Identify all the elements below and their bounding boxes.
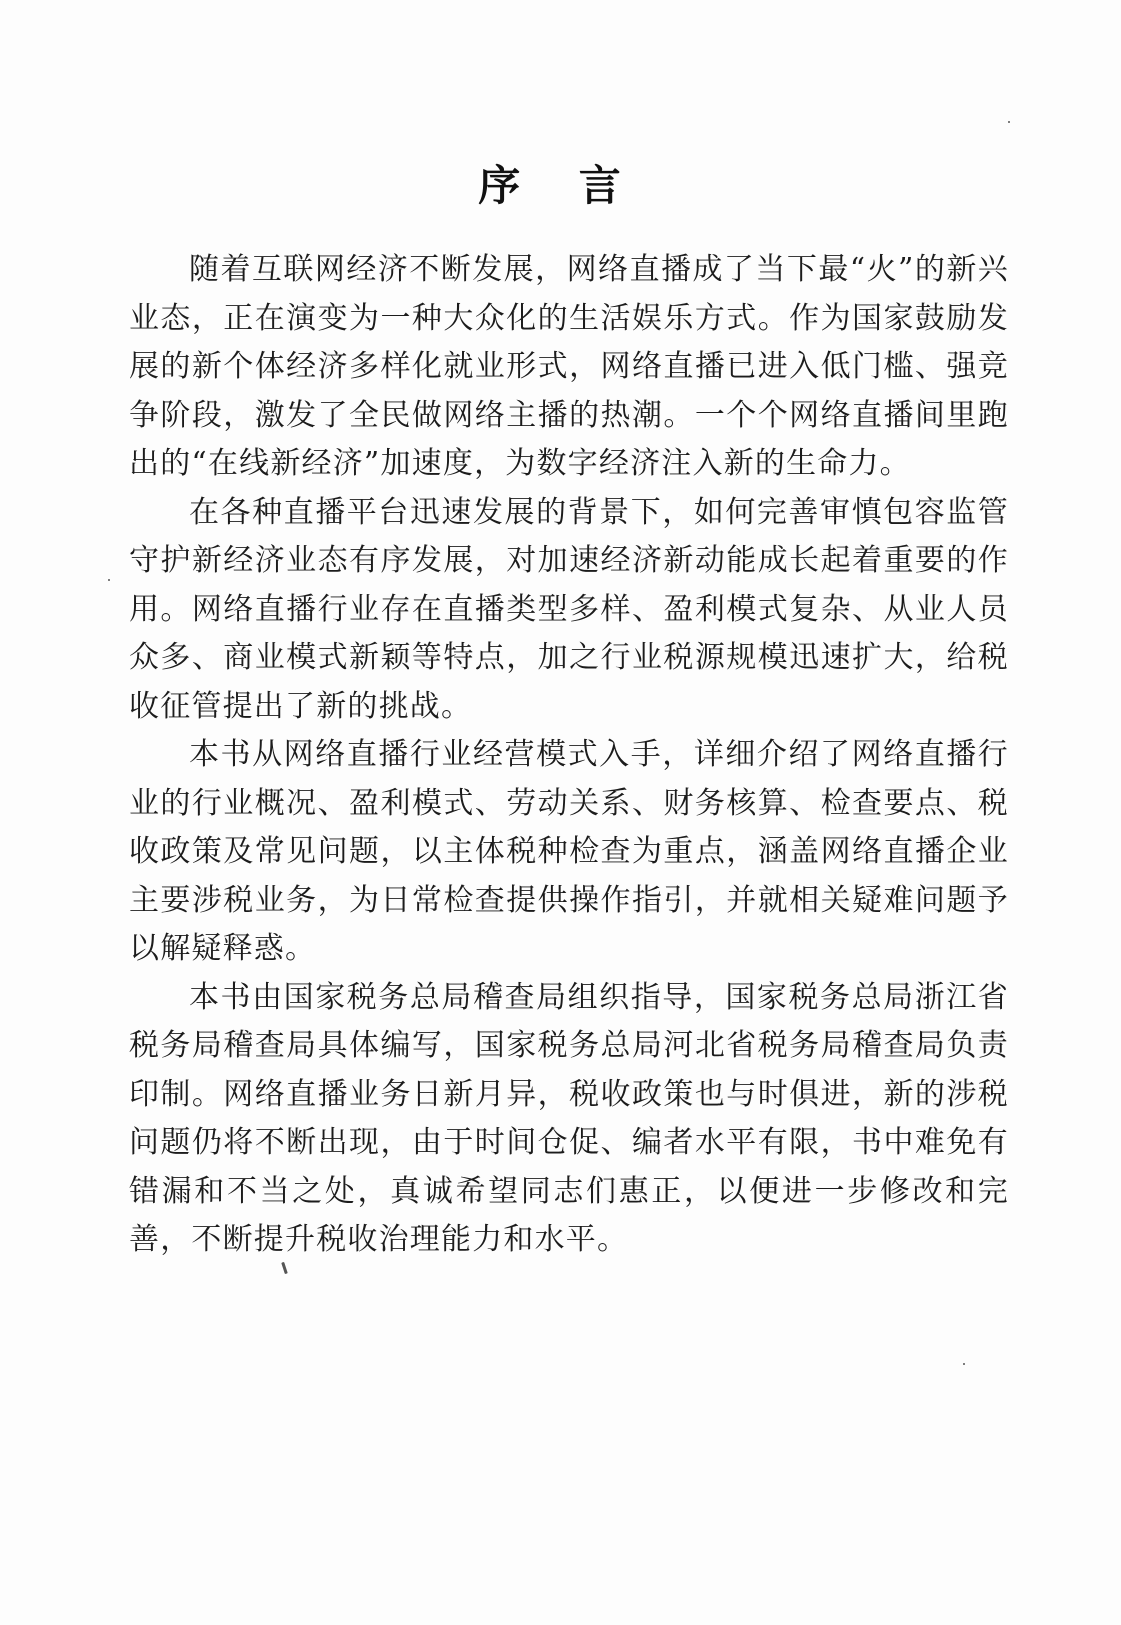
- paragraph-2: 在各种直播平台迅速发展的背景下，如何完善审慎包容监管守护新经济业态有序发展，对加速经济新动能成长起着重要的作用。网络直播行业存在直播类型多样、盈利模式复杂、从业人员众多、商业模式新颖等特点，加之行业税源规模迅速扩大，给税收征管提出了新的挑战。: [129, 494, 1009, 724]
- preface-body: [129, 246, 1009, 1265]
- scan-speck: [963, 1363, 965, 1365]
- paragraph-3: 本书从网络直播行业经营模式入手，详细介绍了网络直播行业的行业概况、盈利模式、劳动关系、财务核算、检查要点、税收政策及常见问题，以主体税种检查为重点，涵盖网络直播企业主要涉税业务，为日常检查提供操作指引，并就相关疑难问题予以解疑释惑。: [129, 737, 1009, 966]
- paragraph-1: 随着互联网经济不断发展，网络直播成了当下最“火”的新兴业态，正在演变为一种大众化的生活娱乐方式。作为国家鼓励发展的新个体经济多样化就业形式，网络直播已进入低门槛、强竞争阶段，激发了全民做网络主播的热潮。一个个网络直播间里跑出的“在线新经济”加速度，为数字经济注入新的生命力。: [129, 252, 1009, 481]
- scan-speck: [1008, 121, 1010, 123]
- page-title: 序 言: [478, 161, 643, 210]
- paragraph-4: 本书由国家税务总局稽查局组织指导，国家税务总局浙江省税务局稽查局具体编写，国家税务总局河北省税务局稽查局负责印制。网络直播业务日新月异，税收政策也与时俱进，新的涉税问题仍将不断出现，由于时间仓促、编者水平有限，书中难免有错漏和不当之处，真诚希望同志们惠正，以便进一步修改和完善，不断提升税收治理能力和水平。: [129, 979, 1009, 1257]
- scan-speck: [108, 579, 110, 581]
